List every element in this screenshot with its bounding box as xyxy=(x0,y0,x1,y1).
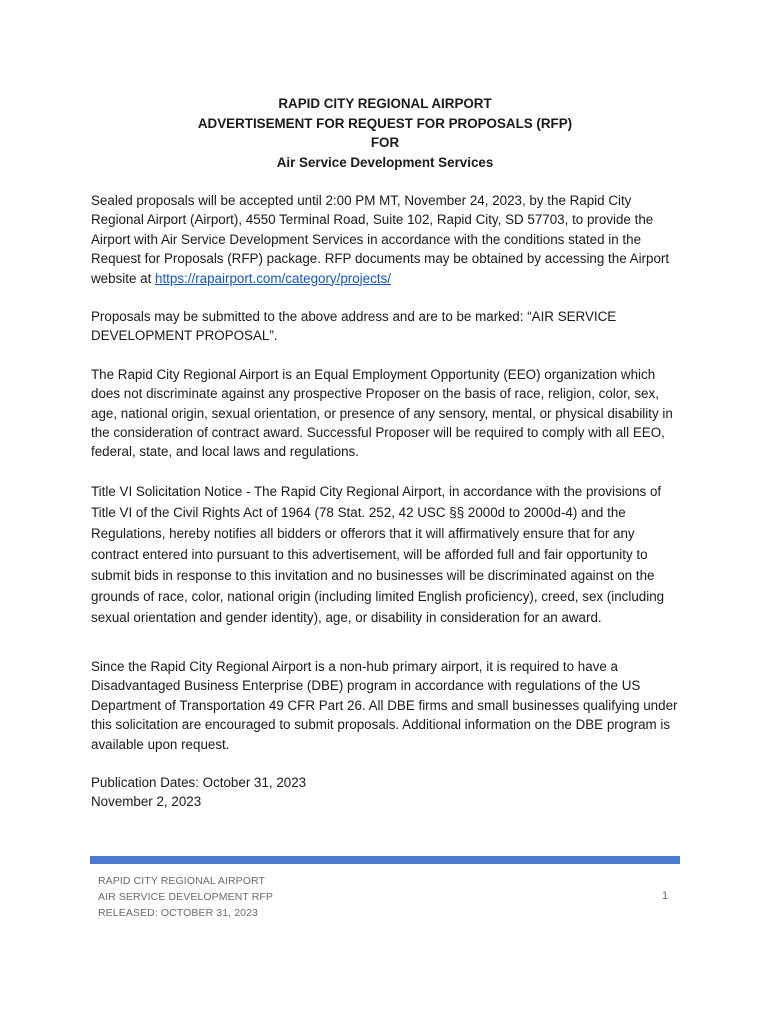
paragraph-eeo: The Rapid City Regional Airport is an Equal Employment Opportunity (EEO) organization which does not discriminate against any prospective Proposer on the basis of race, religion, color, sex, age, national origin, sexual orientation, or presence of any sensory, mental, or physical disability in the consideration of contract award. Successful Proposer will be required to comply with all EEO, federal, state, and local laws and regulations. xyxy=(91,366,673,460)
paragraph-submission-marking: Proposals may be submitted to the above address and are to be marked: “AIR SERVICE DEVELOPMENT PROPOSAL”. xyxy=(91,309,617,344)
document-body xyxy=(91,191,683,812)
heading-for: FOR xyxy=(370,135,400,150)
paragraph-title-vi-notice: Title VI Solicitation Notice - The Rapid City Regional Airport, in accordance with the provisions of Title VI of the Civil Rights Act of 1964 (78 Stat. 252, 42 USC §§ 2000d to 2000d-4) and the Regulations, hereby notifies all bidders or offerors that it will affirmatively ensure that for any contract entered into pursuant to this advertisement, will be afforded full and fair opportunity to submit bids in response to this invitation and no businesses will be discriminated against on the grounds of race, color, national origin (including limited English proficiency), creed, sex (including sexual orientation and gender identity), age, or disability in consideration for an award. xyxy=(91,483,665,625)
heading-services-title: Air Service Development Services xyxy=(276,154,494,170)
footer-airport-name: RAPID CITY REGIONAL AIRPORT xyxy=(98,875,266,887)
page-number: 1 xyxy=(662,890,669,902)
paragraph-sealed-proposals-text: Sealed proposals will be accepted until 2:00 PM MT, November 24, 2023, by the Rapid City Regional Airport (Airport), 4550 Terminal Road, Suite 102, Rapid City, SD 57703, to provide the Airport with Air Service Development Services in accordance with the conditions stated in the Request for Proposals (RFP) package. RFP documents may be obtained by accessing the Airport website at xyxy=(91,193,670,286)
heading-airport-name: RAPID CITY REGIONAL AIRPORT xyxy=(278,96,492,111)
footer-release-date: RELEASED: OCTOBER 31, 2023 xyxy=(98,907,258,919)
projects-link[interactable]: https://rapairport.com/category/projects/ xyxy=(155,270,391,286)
footer-rfp-title: AIR SERVICE DEVELOPMENT RFP xyxy=(98,891,274,903)
publication-dates-line2: November 2, 2023 xyxy=(91,794,202,810)
heading-advertisement-title: ADVERTISEMENT FOR REQUEST FOR PROPOSALS (RFP) xyxy=(197,115,573,131)
document-heading xyxy=(90,94,680,172)
footer-accent-bar xyxy=(90,856,680,864)
page-footer xyxy=(98,873,273,921)
publication-dates-line1: Publication Dates: October 31, 2023 xyxy=(91,774,307,790)
paragraph-sealed-proposals xyxy=(91,191,683,288)
paragraph-dbe-program: Since the Rapid City Regional Airport is a non-hub primary airport, it is required to have a Disadvantaged Business Enterprise (DBE) program in accordance with regulations of the US Department of Transportation 49 CFR Part 26. All DBE firms and small businesses qualifying under this solicitation are encouraged to submit proposals. Additional information on the DBE program is available upon request. xyxy=(91,658,678,752)
